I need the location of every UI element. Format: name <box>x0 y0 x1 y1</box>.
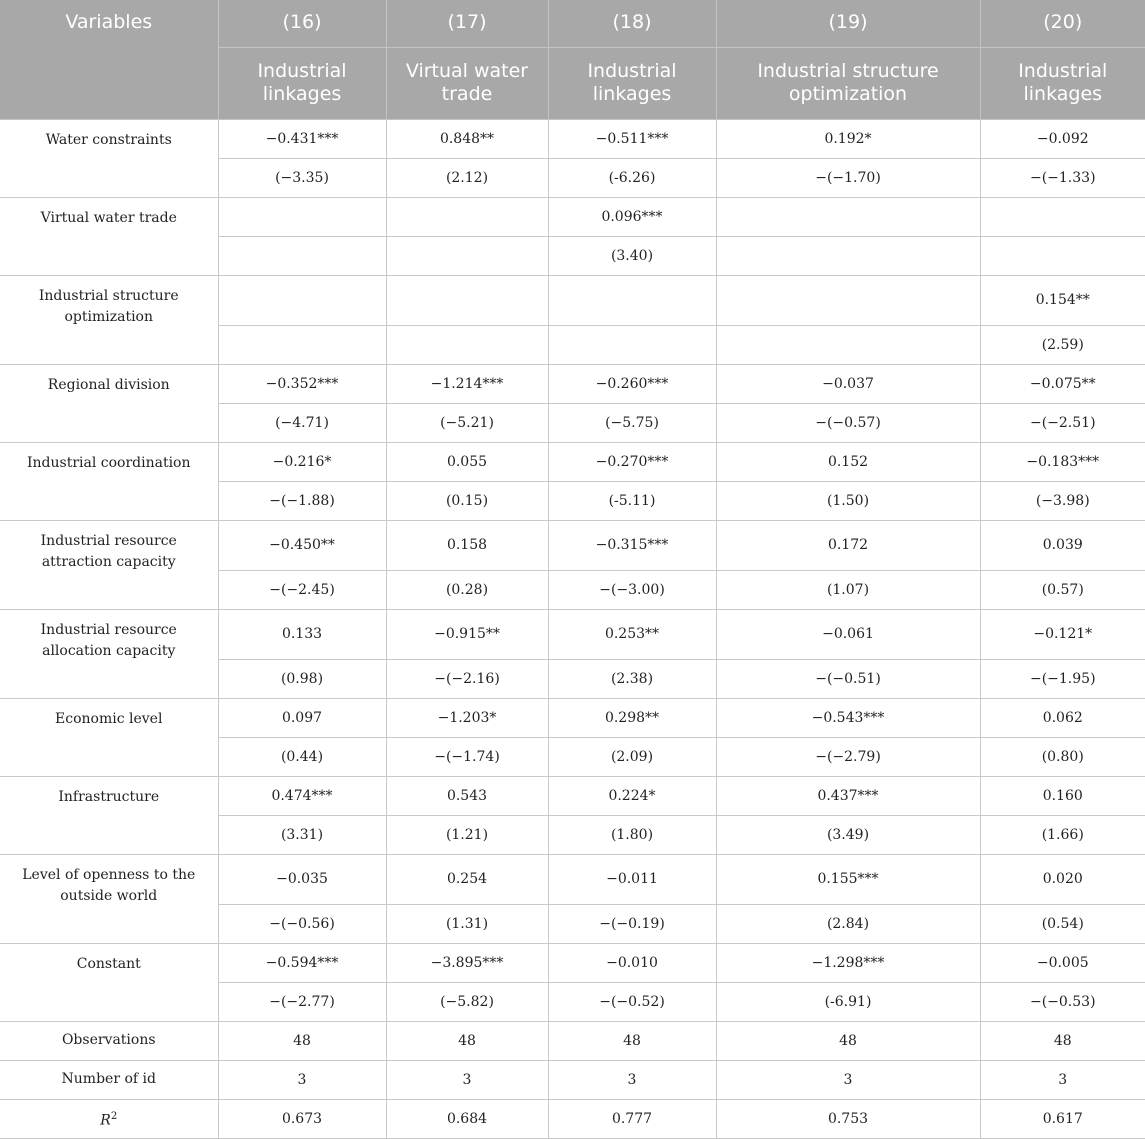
coefficient-cell: 0.155*** <box>716 854 980 904</box>
variable-label: Industrial resource attraction capacity <box>0 520 218 609</box>
coefficient-cell: 0.133 <box>218 609 386 659</box>
statistic-value: 3 <box>716 1060 980 1099</box>
table-row <box>0 275 1145 325</box>
header-row-numbers <box>0 0 1145 47</box>
t-statistic-cell: (−3.35) <box>218 158 386 197</box>
table-row <box>0 119 1145 158</box>
t-statistic-cell: (−5.82) <box>386 982 548 1021</box>
coefficient-cell <box>716 275 980 325</box>
footer-row <box>0 1099 1145 1138</box>
t-statistic-cell: −(−0.52) <box>548 982 716 1021</box>
variable-label: Virtual water trade <box>0 197 218 275</box>
variable-label: Regional division <box>0 364 218 442</box>
coefficient-cell: −0.315*** <box>548 520 716 570</box>
coefficient-cell: −3.895*** <box>386 943 548 982</box>
coefficient-cell: −0.061 <box>716 609 980 659</box>
coefficient-cell: −0.260*** <box>548 364 716 403</box>
t-statistic-cell: −(−2.16) <box>386 659 548 698</box>
t-statistic-cell: −(−1.95) <box>980 659 1145 698</box>
statistic-value: 3 <box>980 1060 1145 1099</box>
coefficient-cell: 0.848** <box>386 119 548 158</box>
statistic-value: 48 <box>218 1021 386 1060</box>
t-statistic-cell: (−5.75) <box>548 403 716 442</box>
t-statistic-cell <box>218 325 386 364</box>
coefficient-cell: 0.096*** <box>548 197 716 236</box>
coefficient-cell: 0.192* <box>716 119 980 158</box>
t-statistic-cell: −(−2.77) <box>218 982 386 1021</box>
variables-header-spacer <box>0 47 218 119</box>
table-row <box>0 943 1145 982</box>
coefficient-cell <box>548 275 716 325</box>
t-statistic-cell: (1.66) <box>980 815 1145 854</box>
t-statistic-cell: (2.38) <box>548 659 716 698</box>
coefficient-cell: 0.543 <box>386 776 548 815</box>
coefficient-cell: 0.298** <box>548 698 716 737</box>
t-statistic-cell: (2.59) <box>980 325 1145 364</box>
t-statistic-cell: (0.44) <box>218 737 386 776</box>
coefficient-cell: −0.450** <box>218 520 386 570</box>
variable-label: Level of openness to the outside world <box>0 854 218 943</box>
t-statistic-cell: −(−0.57) <box>716 403 980 442</box>
t-statistic-cell: (−3.98) <box>980 481 1145 520</box>
variable-label: Industrial resource allocation capacity <box>0 609 218 698</box>
statistic-value: 48 <box>548 1021 716 1060</box>
column-number: (19) <box>716 0 980 47</box>
column-label: Industrial structure optimization <box>716 47 980 119</box>
coefficient-cell: −0.431*** <box>218 119 386 158</box>
coefficient-cell: −0.183*** <box>980 442 1145 481</box>
coefficient-cell: 0.254 <box>386 854 548 904</box>
statistic-value: 48 <box>386 1021 548 1060</box>
coefficient-cell: 0.172 <box>716 520 980 570</box>
variable-label: Infrastructure <box>0 776 218 854</box>
t-statistic-cell: −(−0.56) <box>218 904 386 943</box>
coefficient-cell: 0.062 <box>980 698 1145 737</box>
t-statistic-cell: (1.07) <box>716 570 980 609</box>
table-row <box>0 698 1145 737</box>
t-statistic-cell: (2.09) <box>548 737 716 776</box>
table-row <box>0 197 1145 236</box>
statistic-label <box>0 1060 218 1099</box>
t-statistic-cell: −(−1.33) <box>980 158 1145 197</box>
coefficient-cell: 0.158 <box>386 520 548 570</box>
coefficient-cell: 0.097 <box>218 698 386 737</box>
coefficient-cell: −0.121* <box>980 609 1145 659</box>
t-statistic-cell <box>716 325 980 364</box>
coefficient-cell: −0.352*** <box>218 364 386 403</box>
column-number: (18) <box>548 0 716 47</box>
t-statistic-cell: −(−1.74) <box>386 737 548 776</box>
t-statistic-cell: (0.98) <box>218 659 386 698</box>
coefficient-cell: −0.543*** <box>716 698 980 737</box>
table-header <box>0 0 1145 119</box>
column-number: (16) <box>218 0 386 47</box>
coefficient-cell <box>218 275 386 325</box>
table-row <box>0 609 1145 659</box>
t-statistic-cell: (3.40) <box>548 236 716 275</box>
coefficient-cell: 0.160 <box>980 776 1145 815</box>
coefficient-cell: 0.039 <box>980 520 1145 570</box>
footer-row <box>0 1021 1145 1060</box>
t-statistic-cell <box>980 236 1145 275</box>
t-statistic-cell: (−5.21) <box>386 403 548 442</box>
coefficient-cell <box>386 275 548 325</box>
column-label: Industrial linkages <box>980 47 1145 119</box>
t-statistic-cell: −(−1.88) <box>218 481 386 520</box>
variable-label: Industrial coordination <box>0 442 218 520</box>
t-statistic-cell: (2.84) <box>716 904 980 943</box>
t-statistic-cell: (0.54) <box>980 904 1145 943</box>
table-row <box>0 854 1145 904</box>
table-row <box>0 364 1145 403</box>
t-statistic-cell: (1.50) <box>716 481 980 520</box>
coefficient-cell: −0.010 <box>548 943 716 982</box>
coefficient-cell: −0.075** <box>980 364 1145 403</box>
coefficient-cell: −1.203* <box>386 698 548 737</box>
statistic-value: 48 <box>980 1021 1145 1060</box>
statistic-label-text: Observations <box>61 1032 156 1048</box>
t-statistic-cell: (0.57) <box>980 570 1145 609</box>
coefficient-cell: −0.594*** <box>218 943 386 982</box>
coefficient-cell: 0.253** <box>548 609 716 659</box>
column-number: (20) <box>980 0 1145 47</box>
statistic-value: 48 <box>716 1021 980 1060</box>
coefficient-cell: 0.474*** <box>218 776 386 815</box>
coefficient-cell: 0.020 <box>980 854 1145 904</box>
t-statistic-cell: (−4.71) <box>218 403 386 442</box>
coefficient-cell: −0.011 <box>548 854 716 904</box>
t-statistic-cell: (0.80) <box>980 737 1145 776</box>
coefficient-cell: −0.915** <box>386 609 548 659</box>
t-statistic-cell: −(−0.19) <box>548 904 716 943</box>
statistic-value: 0.777 <box>548 1099 716 1138</box>
coefficient-cell <box>980 197 1145 236</box>
statistic-value: 3 <box>218 1060 386 1099</box>
coefficient-cell: −0.270*** <box>548 442 716 481</box>
t-statistic-cell: (0.15) <box>386 481 548 520</box>
statistic-label-text: R <box>100 1112 111 1129</box>
statistic-label-superscript: 2 <box>110 1110 118 1122</box>
statistic-value: 3 <box>386 1060 548 1099</box>
column-label: Virtual water trade <box>386 47 548 119</box>
t-statistic-cell: (1.80) <box>548 815 716 854</box>
coefficient-cell: 0.154** <box>980 275 1145 325</box>
table-row <box>0 776 1145 815</box>
t-statistic-cell <box>218 236 386 275</box>
statistic-label-text: Number of id <box>61 1071 156 1087</box>
t-statistic-cell: −(−0.53) <box>980 982 1145 1021</box>
t-statistic-cell: (1.21) <box>386 815 548 854</box>
table-row <box>0 442 1145 481</box>
coefficient-cell: −1.214*** <box>386 364 548 403</box>
t-statistic-cell: −(−1.70) <box>716 158 980 197</box>
t-statistic-cell: −(−3.00) <box>548 570 716 609</box>
variables-header: Variables <box>0 0 218 47</box>
t-statistic-cell: (3.49) <box>716 815 980 854</box>
t-statistic-cell: (2.12) <box>386 158 548 197</box>
statistic-value: 0.684 <box>386 1099 548 1138</box>
coefficient-cell: 0.437*** <box>716 776 980 815</box>
t-statistic-cell: −(−2.45) <box>218 570 386 609</box>
coefficient-cell <box>716 197 980 236</box>
t-statistic-cell: −(−2.79) <box>716 737 980 776</box>
t-statistic-cell: (-5.11) <box>548 481 716 520</box>
variable-label: Industrial structure optimization <box>0 275 218 364</box>
variable-label: Economic level <box>0 698 218 776</box>
t-statistic-cell <box>386 325 548 364</box>
statistic-label <box>0 1099 218 1138</box>
statistic-value: 0.753 <box>716 1099 980 1138</box>
coefficient-cell: 0.224* <box>548 776 716 815</box>
t-statistic-cell: −(−0.51) <box>716 659 980 698</box>
t-statistic-cell: (3.31) <box>218 815 386 854</box>
t-statistic-cell: (-6.91) <box>716 982 980 1021</box>
t-statistic-cell: (1.31) <box>386 904 548 943</box>
statistic-label <box>0 1021 218 1060</box>
t-statistic-cell <box>548 325 716 364</box>
t-statistic-cell: (-6.26) <box>548 158 716 197</box>
coefficient-cell: −0.511*** <box>548 119 716 158</box>
statistic-value: 3 <box>548 1060 716 1099</box>
t-statistic-cell <box>716 236 980 275</box>
coefficient-cell: −0.035 <box>218 854 386 904</box>
coefficient-cell: −1.298*** <box>716 943 980 982</box>
coefficient-cell: −0.005 <box>980 943 1145 982</box>
statistic-value: 0.617 <box>980 1099 1145 1138</box>
table-body <box>0 119 1145 1138</box>
t-statistic-cell: −(−2.51) <box>980 403 1145 442</box>
column-number: (17) <box>386 0 548 47</box>
header-row-labels <box>0 47 1145 119</box>
footer-row <box>0 1060 1145 1099</box>
coefficient-cell: 0.152 <box>716 442 980 481</box>
coefficient-cell: −0.092 <box>980 119 1145 158</box>
column-label: Industrial linkages <box>218 47 386 119</box>
coefficient-cell <box>218 197 386 236</box>
coefficient-cell: −0.037 <box>716 364 980 403</box>
statistic-value: 0.673 <box>218 1099 386 1138</box>
t-statistic-cell <box>386 236 548 275</box>
coefficient-cell: 0.055 <box>386 442 548 481</box>
variable-label: Constant <box>0 943 218 1021</box>
coefficient-cell <box>386 197 548 236</box>
column-label: Industrial linkages <box>548 47 716 119</box>
variable-label: Water constraints <box>0 119 218 197</box>
t-statistic-cell: (0.28) <box>386 570 548 609</box>
coefficient-cell: −0.216* <box>218 442 386 481</box>
table-row <box>0 520 1145 570</box>
